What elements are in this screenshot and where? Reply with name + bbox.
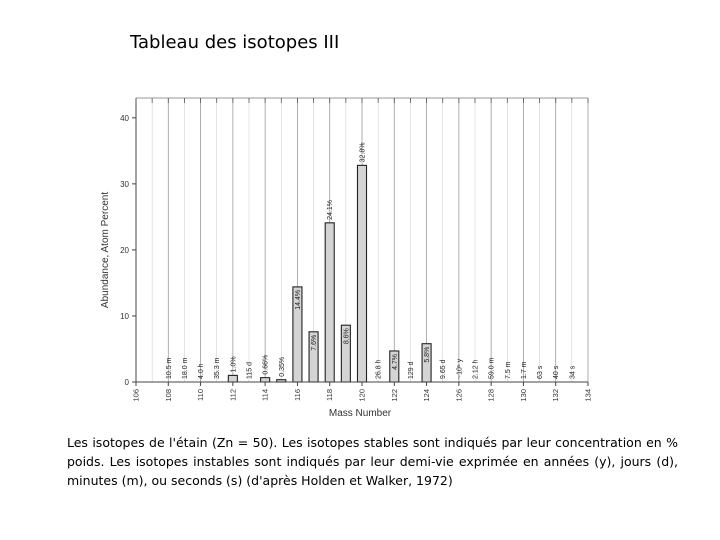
x-tick-label: 128 [486, 389, 496, 402]
halflife-label-123: 129 d [407, 361, 415, 379]
bar-118 [325, 223, 334, 382]
y-axis-label: Abundance, Atom Percent [100, 191, 111, 309]
x-tick-label: 130 [518, 389, 528, 402]
stable-label-115: 0.35% [278, 356, 286, 377]
x-tick-label: 134 [583, 389, 593, 402]
stable-label-112: 1.0% [230, 356, 238, 373]
bar-112 [228, 375, 237, 382]
halflife-label-129: 7.5 m [504, 361, 512, 379]
halflife-label-132: 40 s [553, 365, 561, 379]
halflife-label-110: 4.0 h [198, 363, 206, 379]
x-tick-label: 132 [551, 389, 561, 402]
stable-label-124: 5.8% [424, 346, 432, 363]
halflife-label-126: ~10⁵ y [456, 358, 464, 379]
halflife-label-131: 63 s [537, 365, 545, 379]
halflife-label-127: 2.12 h [472, 359, 480, 379]
x-axis-label: Mass Number [328, 408, 392, 419]
x-tick-label: 112 [228, 389, 238, 401]
caption: Les isotopes de l'étain (Zn = 50). Les isotopes stables sont indiqués par leur concentration en % poids. Les isotopes instables sont indiqués par leur demi-vie exprimée en années (y), jours (d), minutes (m), ou seconds (s) (d'après Holden et Walker, 1972) [67, 435, 678, 488]
x-tick-label: 106 [131, 389, 141, 402]
stable-label-116: 14.4% [294, 289, 302, 310]
bar-120 [357, 165, 366, 382]
halflife-label-128: 59.0 m [488, 357, 496, 379]
y-tick-label: 20 [120, 245, 129, 255]
page-title: Tableau des isotopes III [130, 32, 340, 53]
x-tick-label: 124 [422, 389, 432, 402]
stable-label-118: 24.1% [327, 199, 335, 220]
halflife-label-113: 115 d [246, 362, 254, 379]
stable-label-119: 8.6% [343, 328, 351, 345]
y-tick-label: 0 [124, 378, 129, 387]
halflife-label-130: 1.7 m [520, 361, 528, 379]
stable-label-120: 32.8% [359, 142, 367, 163]
stable-label-117: 7.6% [311, 334, 319, 351]
halflife-label-133: 34 s [569, 365, 577, 379]
x-tick-label: 110 [196, 389, 206, 401]
x-tick-label: 116 [292, 389, 302, 401]
y-tick-label: 40 [120, 113, 129, 123]
y-tick-label: 30 [120, 179, 129, 189]
x-tick-label: 122 [389, 389, 399, 402]
stable-label-122: 4.7% [391, 353, 399, 370]
halflife-label-108: 10.5 m [165, 357, 173, 379]
stable-label-114: 0.66% [262, 354, 270, 375]
x-tick-label: 108 [163, 389, 173, 402]
x-tick-label: 120 [357, 389, 367, 402]
x-tick-label: 118 [325, 389, 335, 401]
halflife-label-125: 9.65 d [440, 359, 448, 379]
x-tick-label: 114 [260, 389, 270, 401]
halflife-label-111: 35.3 m [214, 357, 222, 379]
halflife-label-121: 26.8 h [375, 359, 383, 379]
y-tick-label: 10 [120, 311, 129, 321]
x-tick-label: 126 [454, 389, 464, 402]
bar-114 [261, 378, 270, 382]
halflife-label-109: 18.0 m [181, 357, 189, 379]
isotope-abundance-chart [92, 86, 612, 426]
